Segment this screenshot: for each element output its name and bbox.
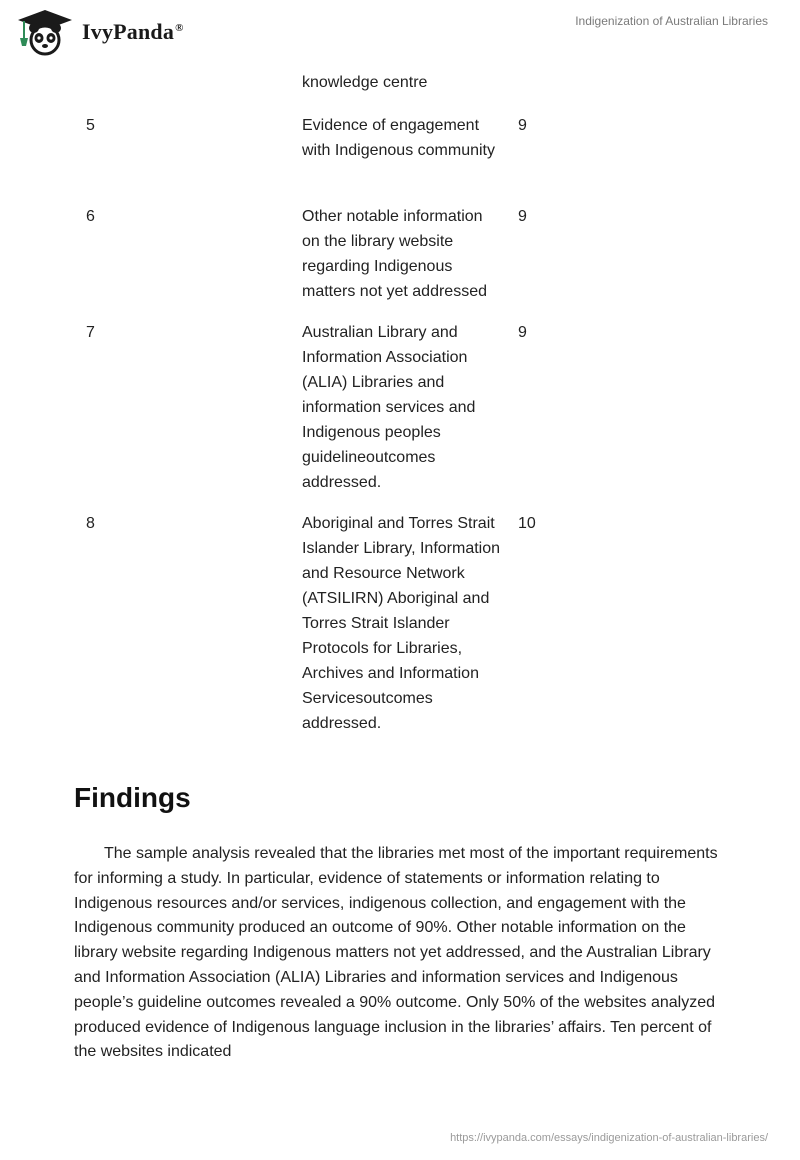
page-header xyxy=(0,0,800,64)
row-description: Aboriginal and Torres Strait Islander Library, Information and Resource Network (ATSILIRN) Aboriginal and Torres Strait Islander Protocols for Libraries, Archives and Information Servicesoutcomes addressed. xyxy=(302,515,501,732)
row-description: Other notable information on the library website regarding Indigenous matters not yet addressed xyxy=(302,208,487,300)
panda-logo-icon xyxy=(14,8,76,56)
row-number: 7 xyxy=(86,324,95,341)
row-score: 10 xyxy=(518,515,536,532)
row-number: 8 xyxy=(86,515,95,532)
logo[interactable] xyxy=(14,8,184,56)
row-score: 9 xyxy=(518,324,527,341)
findings-heading: Findings xyxy=(74,782,191,813)
row-score: 9 xyxy=(518,117,527,134)
row-number: 5 xyxy=(86,117,95,134)
findings-paragraph: The sample analysis revealed that the libraries met most of the important requirements for informing a study. In particular, evidence of statements or information relating to Indigenous resources and/or services, indigenous collection, and engagement with the Indigenous community produced an outcome of 90%. Other notable information on the library website regarding Indigenous matters not yet addressed, and the Australian Library and Information Association (ALIA) Libraries and information services and Indigenous people’s guideline outcomes revealed a 90% outcome. Only 50% of the websites analyzed produced evidence of Indigenous language inclusion in the libraries’ affairs. Ten percent of the websites indicated xyxy=(74,845,718,1061)
row-description: knowledge centre xyxy=(302,74,428,91)
row-number: 6 xyxy=(86,208,95,225)
row-description: Australian Library and Information Association (ALIA) Libraries and information services and Indigenous peoples guidelineoutcomes addressed. xyxy=(302,324,476,491)
brand-name: IvyPanda® xyxy=(82,19,184,44)
row-score: 9 xyxy=(518,208,527,225)
document-title: Indigenization of Australian Libraries xyxy=(575,14,768,28)
row-description: Evidence of engagement with Indigenous community xyxy=(302,117,495,159)
source-url[interactable]: https://ivypanda.com/essays/indigenization-of-australian-libraries/ xyxy=(450,1132,768,1144)
